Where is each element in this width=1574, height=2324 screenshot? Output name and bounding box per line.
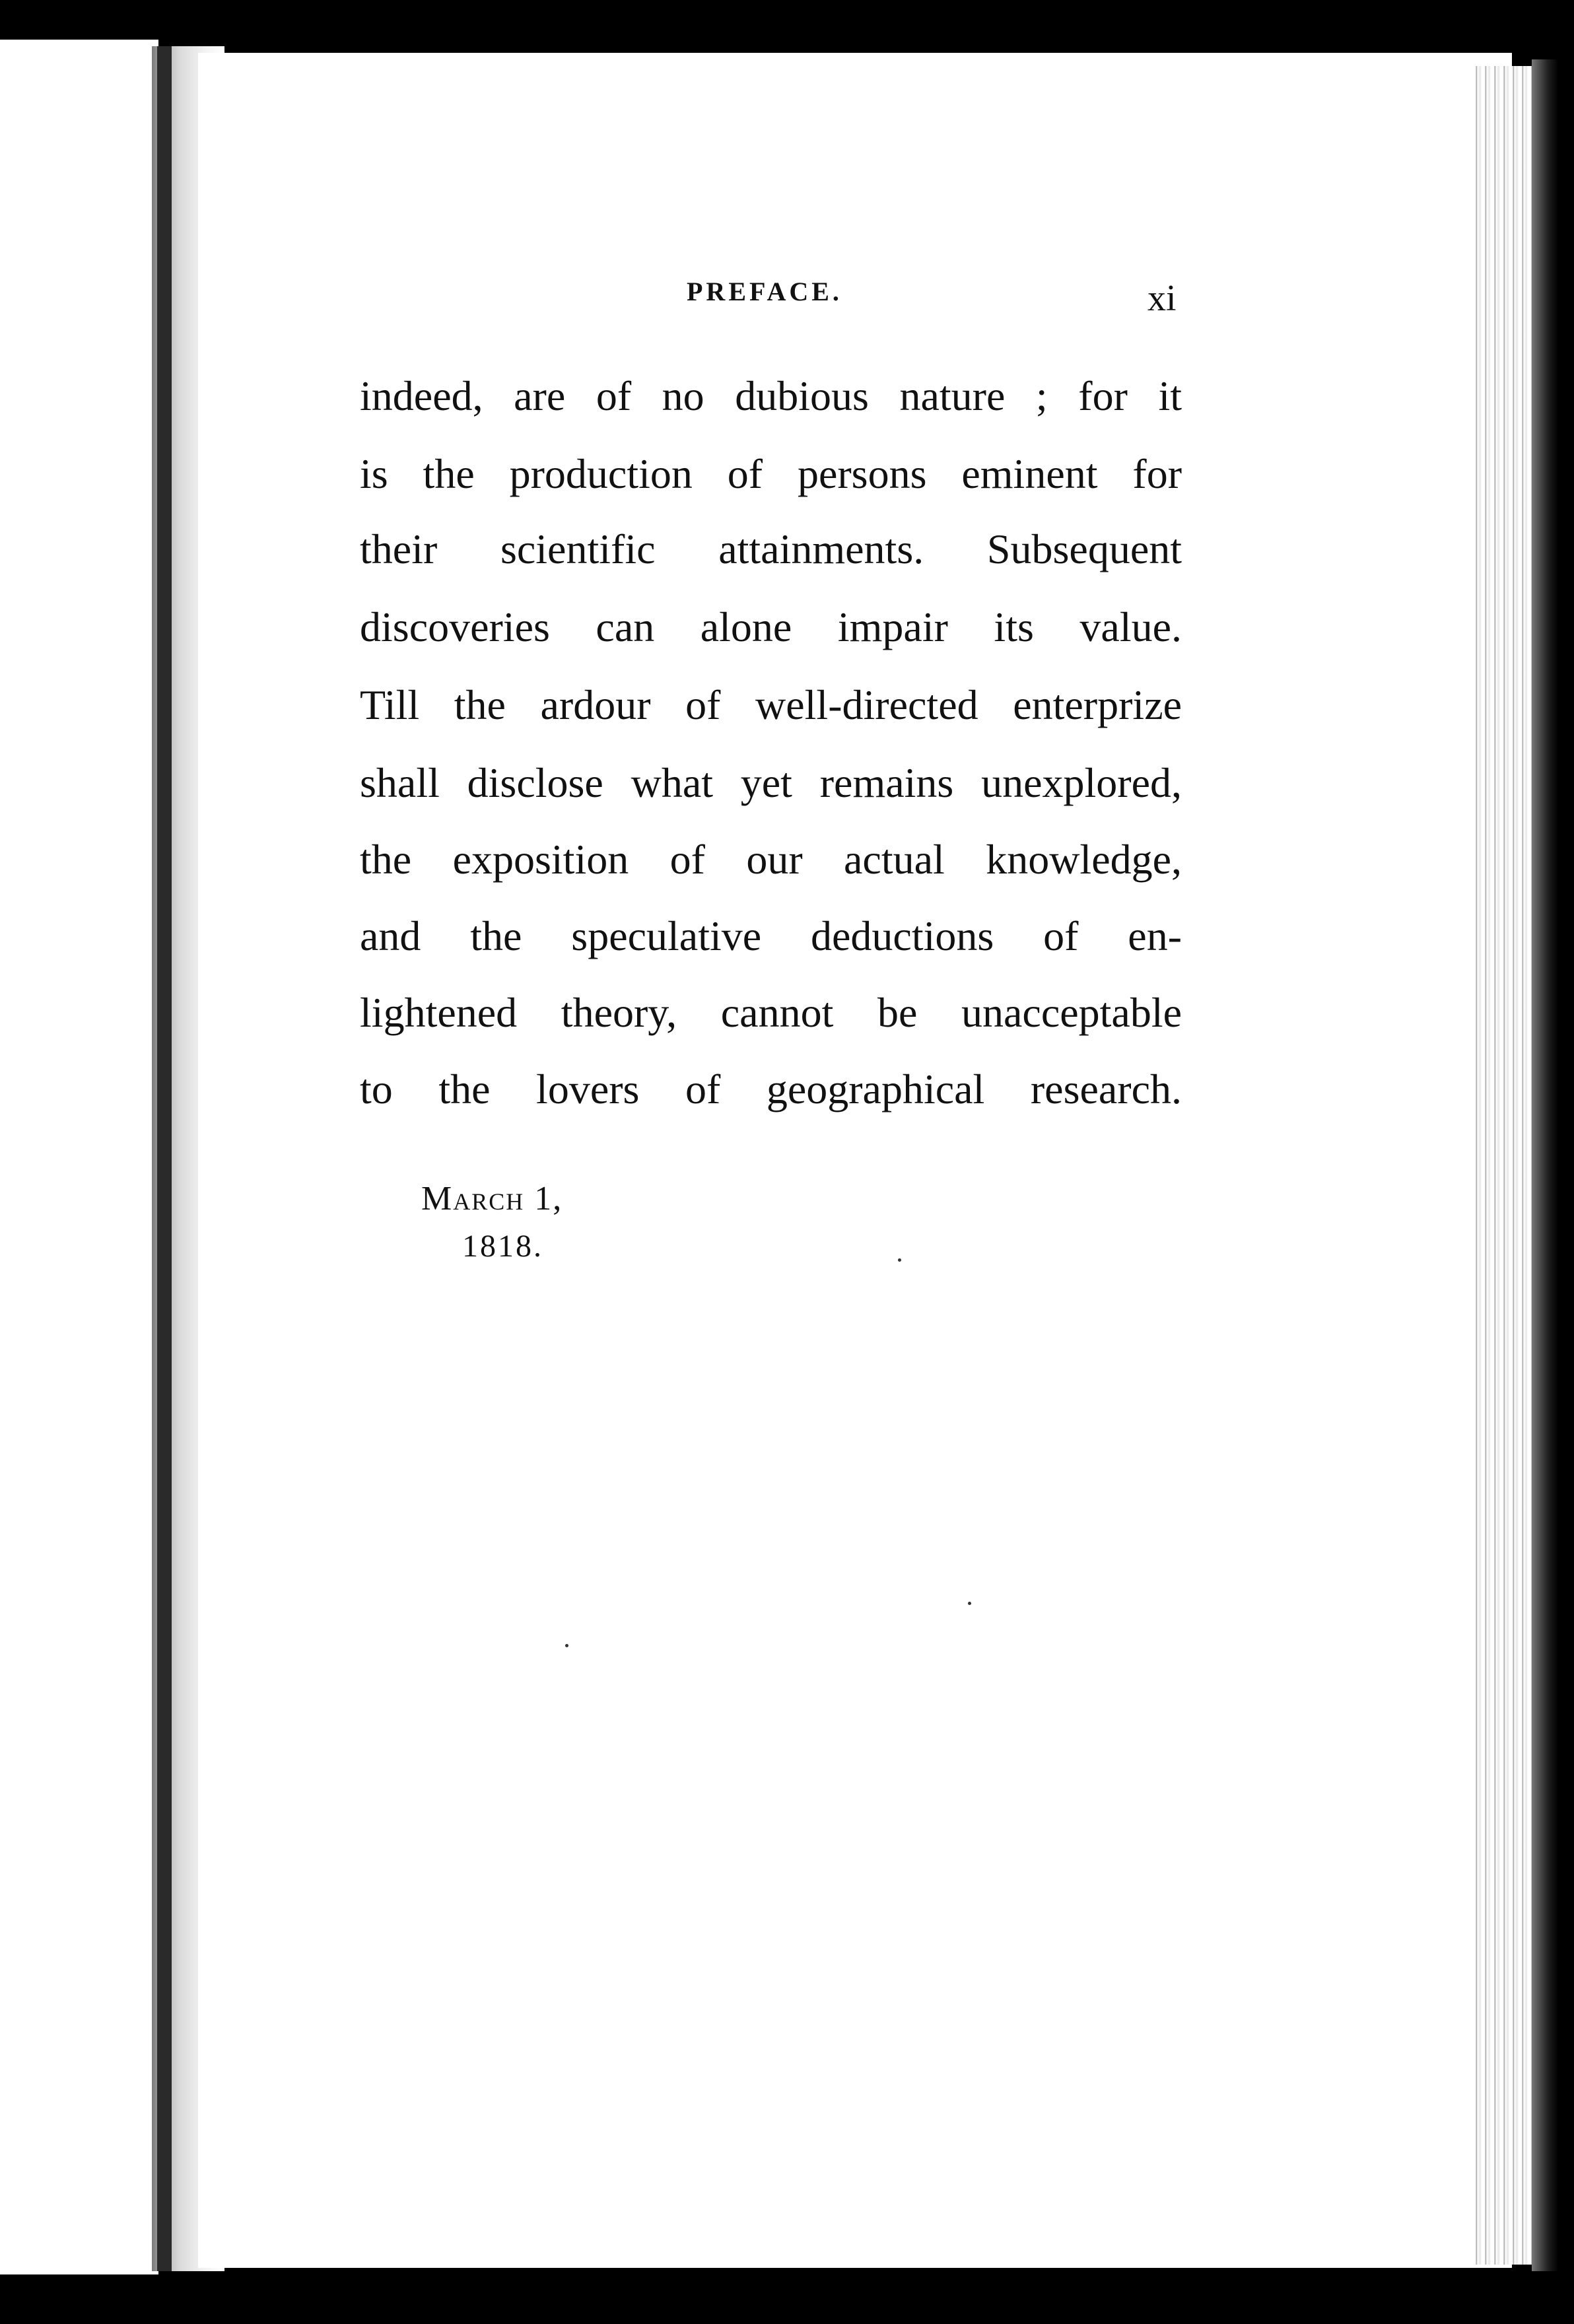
page-number: xi bbox=[1147, 278, 1177, 319]
text-line-8: and the speculative deductions of en- bbox=[360, 912, 1182, 959]
text-line-5: Till the ardour of well-directed enterprize bbox=[360, 681, 1182, 728]
text-line-6: shall disclose what yet remains unexplored, bbox=[360, 759, 1182, 806]
text-line-4: discoveries can alone impair its value. bbox=[360, 603, 1182, 650]
text-line-7: the exposition of our actual knowledge, bbox=[360, 836, 1182, 883]
text-line-9: lightened theory, cannot be unacceptable bbox=[360, 989, 1182, 1036]
signature-year: 1818. bbox=[462, 1229, 543, 1264]
paper-speck bbox=[565, 1644, 568, 1647]
text-line-2: is the production of persons eminent for bbox=[360, 450, 1182, 497]
text-line-3: their scientific attainments. Subsequent bbox=[360, 526, 1182, 572]
signature-date: March 1, bbox=[421, 1180, 563, 1217]
running-head: PREFACE. bbox=[687, 277, 842, 306]
text-line-1: indeed, are of no dubious nature ; for it bbox=[360, 372, 1182, 419]
paper-speck bbox=[898, 1258, 901, 1262]
text-line-10: to the lovers of geographical research. bbox=[360, 1066, 1182, 1112]
paper-speck bbox=[968, 1602, 971, 1605]
